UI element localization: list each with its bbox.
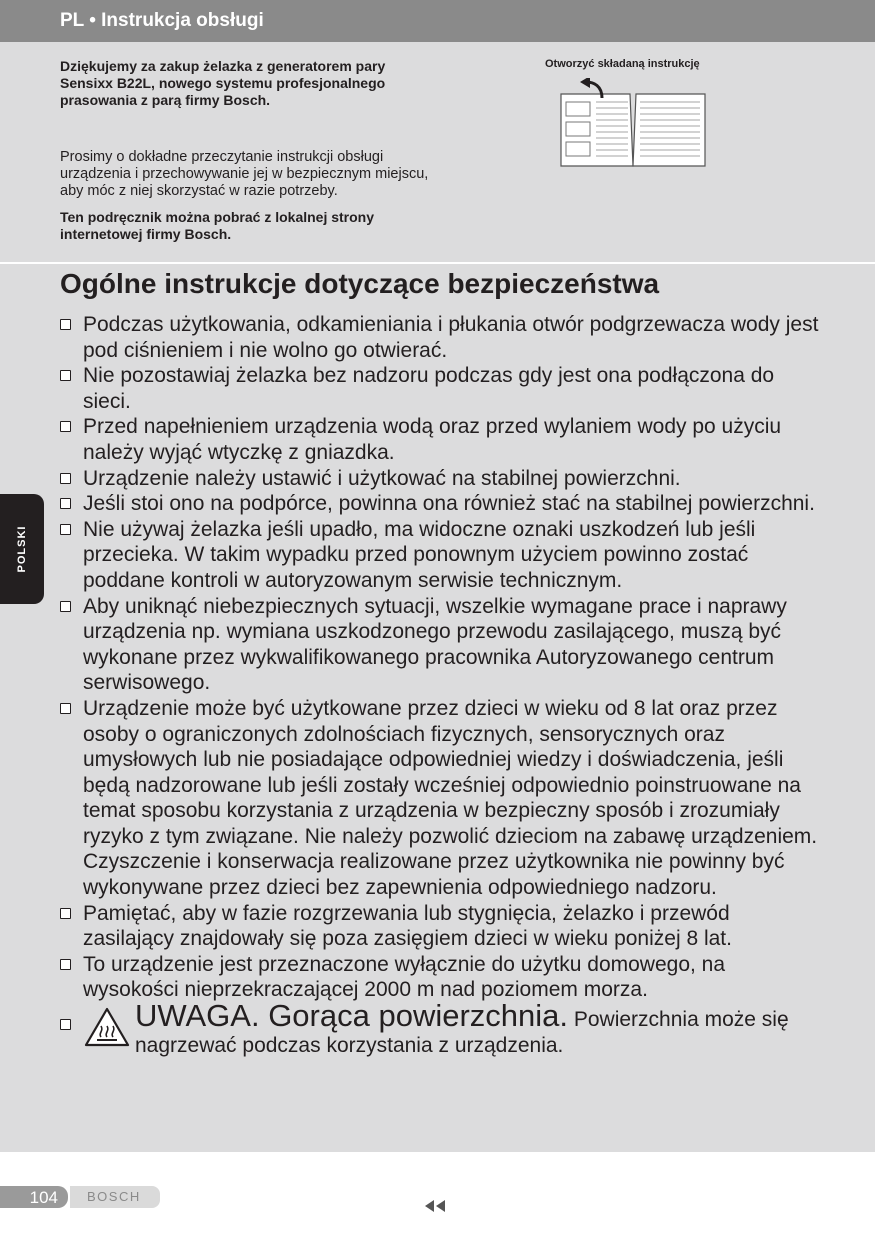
language-tab: [0, 494, 44, 604]
warning-text: Powierzchnia może się nagrzewać podczas korzystania z urządzenia.: [135, 1008, 789, 1057]
checkbox-bullet-icon: [60, 473, 71, 484]
intro-download: Ten podręcznik można pobrać z lokalnej strony internetowej firmy Bosch.: [60, 209, 375, 242]
hot-surface-warning-icon: [84, 1007, 130, 1047]
list-item: [60, 952, 820, 1003]
checkbox-bullet-icon: [60, 319, 71, 330]
checkbox-bullet-icon: [60, 1019, 71, 1030]
language-tab-label: POLSKI: [16, 525, 28, 573]
list-item-text: Nie używaj żelazka jeśli upadło, ma widoczne oznaki uszkodzeń lub jeśli przecieka. W takim wypadku przed ponownym użyciem powinno zostać poddane kontroli w autoryzowanym serwisie technicznym.: [83, 517, 756, 592]
list-item: [60, 363, 820, 414]
safety-list: [60, 312, 820, 1058]
list-item: [60, 491, 820, 517]
list-item-text: Pamiętać, aby w fazie rozgrzewania lub stygnięcia, żelazko i przewód zasilający znajdowały się poza zasięgiem dzieci w wieku poniżej 8 lat.: [83, 901, 732, 951]
intro-thanks: Dziękujemy za zakup żelazka z generatorem pary Sensixx B22L, nowego systemu profesjonalnego prasowania z parą firmy Bosch.: [60, 58, 386, 108]
intro-divider: [0, 262, 875, 264]
checkbox-bullet-icon: [60, 524, 71, 535]
list-item-text: Podczas użytkowania, odkamieniania i płukania otwór podgrzewacza wody jest pod ciśnieniem i nie wolno go otwierać.: [83, 313, 819, 362]
section-title: Ogólne instrukcje dotyczące bezpieczeństwa: [60, 268, 660, 299]
list-item: [60, 517, 820, 594]
previous-page-icon[interactable]: [424, 1199, 446, 1213]
list-item-text: Jeśli stoi ono na podpórce, powinna ona również stać na stabilnej powierzchni.: [83, 492, 815, 516]
warning-item: [60, 998, 820, 1058]
header-title: PL • Instrukcja obsługi: [60, 10, 264, 31]
page-number-badge: [0, 1186, 68, 1208]
page-number: 104: [29, 1188, 58, 1207]
list-item-text: Urządzenie może być użytkowane przez dzieci w wieku od 8 lat oraz przez osoby o ograniczonych zdolnościach fizycznych, sensorycznych oraz umysłowych lub nie posiadające odpowiedniej wiedzy i doświadczenia, jeśli będą nadzorowane lub jeśli zostały wcześniej odpowiednio poinstruowane na temat sposobu korzystania z urządzenia w bezpieczny sposób i zrozumiały ryzyko z tym związane. Nie należy pozwolić dzieciom na zabawę urządzeniem. Czyszczenie i konserwacja realizowane przez użytkownika nie powinny być wykonywane przez dzieci bez zapewnienia odpowiedniego nadzoru.: [83, 696, 818, 900]
list-item-text: Aby uniknąć niebezpiecznych sytuacji, wszelkie wymagane prace i naprawy urządzenia np. wymiana uszkodzonego przewodu zasilającego, muszą być wykonane przez wykwalifikowanego pracownika Autoryzowanego centrum serwisowego.: [83, 594, 787, 695]
list-item: [60, 901, 820, 952]
list-item: [60, 594, 820, 696]
checkbox-bullet-icon: [60, 959, 71, 970]
list-item: [60, 466, 820, 492]
checkbox-bullet-icon: [60, 421, 71, 432]
fold-out-label: Otworzyć składaną instrukcję: [545, 58, 700, 70]
list-item: [60, 696, 820, 901]
intro-please-read: Prosimy o dokładne przeczytanie instrukcji obsługi urządzenia i przechowywanie jej w bezpiecznym miejscu, aby móc z niej skorzystać w razie potrzeby.: [60, 149, 429, 199]
list-item-text: Nie pozostawiaj żelazka bez nadzoru podczas gdy jest ona podłączona do sieci.: [83, 364, 775, 413]
list-item-text: Przed napełnieniem urządzenia wodą oraz przed wylaniem wody po użyciu należy wyjąć wtyczkę z gniazdka.: [83, 415, 782, 464]
checkbox-bullet-icon: [60, 908, 71, 919]
checkbox-bullet-icon: [60, 498, 71, 509]
checkbox-bullet-icon: [60, 703, 71, 714]
checkbox-bullet-icon: [60, 370, 71, 381]
list-item-text: Urządzenie należy ustawić i użytkować na stabilnej powierzchni.: [83, 466, 681, 490]
warning-heading: UWAGA. Gorąca powierzchnia.: [135, 998, 569, 1034]
list-item-text: To urządzenie jest przeznaczone wyłącznie do użytku domowego, na wysokości nieprzekraczającej 2000 m nad poziomem morza.: [83, 952, 726, 1002]
open-book-icon: [558, 78, 708, 170]
checkbox-bullet-icon: [60, 601, 71, 612]
list-item: [60, 312, 820, 363]
header-bar: [0, 0, 875, 42]
brand-badge: [70, 1186, 160, 1208]
brand-name: BOSCH: [87, 1189, 141, 1204]
list-item: [60, 414, 820, 465]
